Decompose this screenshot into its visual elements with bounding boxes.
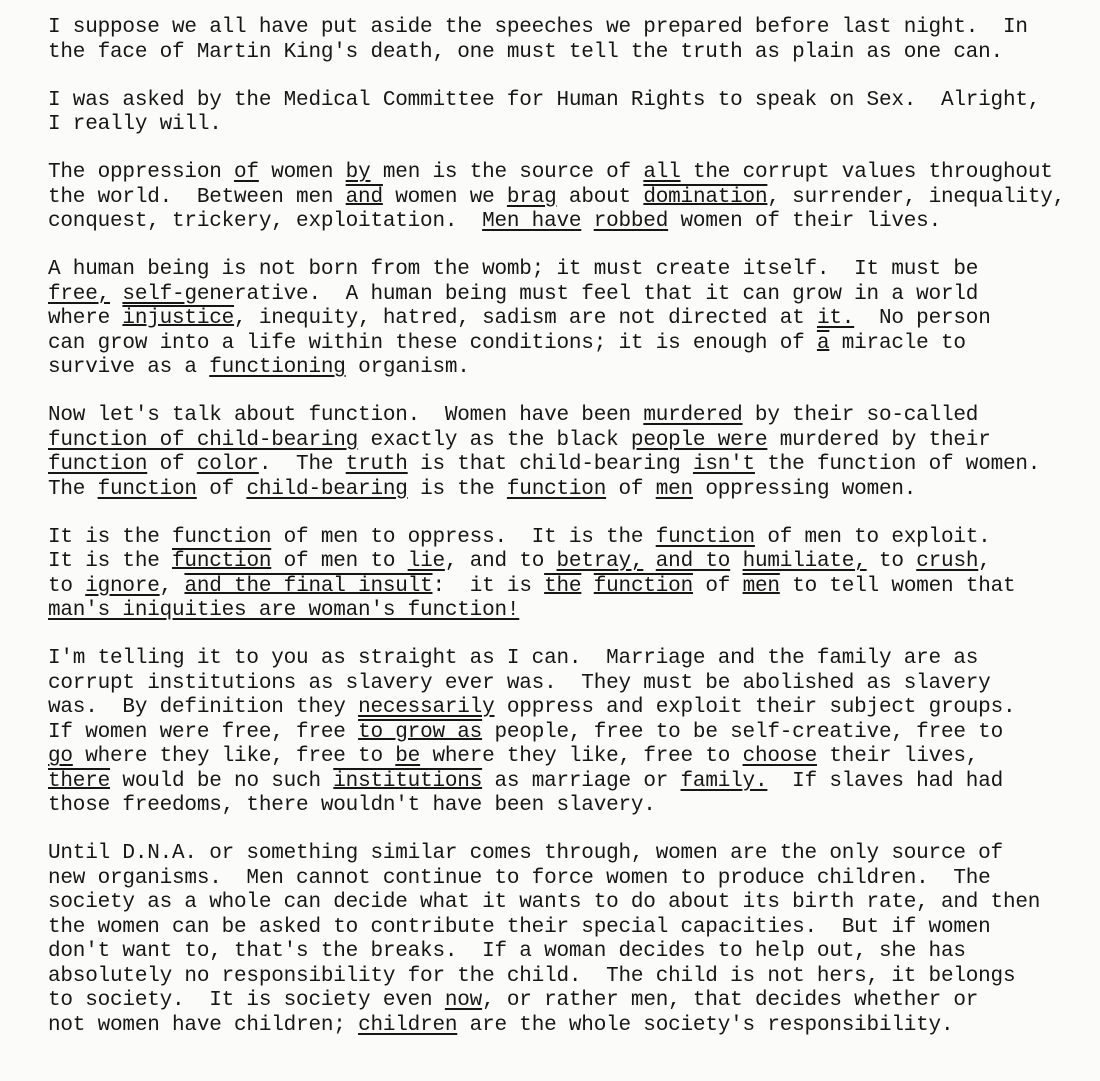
text-segment: can grow into a life within these conditions; it is enough of <box>48 331 817 355</box>
text-segment: society as a whole can decide what it wants to do about its birth rate, and then <box>48 891 1041 914</box>
text-segment: where <box>48 307 123 330</box>
text-segment: It is the <box>48 550 173 573</box>
text-segment: to society. It is society even <box>48 989 445 1012</box>
underlined-phrase: choose <box>742 745 817 768</box>
text-segment: of men to <box>271 550 408 573</box>
marked-phrase: men <box>742 574 780 598</box>
underlined-phrase: it. <box>816 307 855 330</box>
text-line <box>48 41 1088 66</box>
text-segment: corrupt institutions as slavery ever was. They must be abolished as slavery <box>48 671 991 695</box>
underlined-phrase: function <box>97 477 197 501</box>
text-segment: conquest, trickery, exploitation. <box>48 210 483 233</box>
marked-phrase: function <box>593 574 693 598</box>
text-line <box>48 647 1088 672</box>
text-segment: survive as a <box>48 356 210 379</box>
underlined-phrase: free, <box>48 282 111 306</box>
marked-phrase: and the final insult <box>184 574 433 598</box>
text-segment: as marriage or <box>482 769 681 793</box>
text-line <box>48 356 1088 381</box>
text-segment: I suppose we all have put aside the speeches we prepared before last night. In <box>48 16 1028 39</box>
text-segment: , <box>978 550 991 573</box>
text-line <box>48 478 1088 503</box>
underlined-phrase: of <box>234 161 259 184</box>
text-line <box>48 186 1088 211</box>
marked-phrase: to grow as <box>358 720 483 744</box>
text-line <box>48 867 1088 892</box>
text-segment: I'm telling it to you as straight as I can. Marriage and the family are as <box>48 647 979 670</box>
underlined-phrase: by <box>345 161 371 184</box>
underlined-phrase: crush <box>916 550 979 573</box>
text-segment: women of their lives. <box>668 210 941 233</box>
text-segment: those freedoms, there wouldn't have been slavery. <box>48 794 656 817</box>
underlined-phrase: ignore <box>85 574 160 598</box>
text-segment: , inequity, hatred, sadism are not directed at <box>234 307 817 330</box>
underlined-phrase: children <box>358 1013 458 1037</box>
marked-phrase: function <box>172 550 272 573</box>
text-segment: of <box>606 477 656 501</box>
underlined-phrase: self- <box>122 282 185 306</box>
text-segment: , surrender, inequality, <box>767 185 1066 209</box>
text-segment: about <box>556 185 644 209</box>
text-line <box>48 16 1088 41</box>
text-segment: by their so-called <box>742 404 979 427</box>
text-line <box>48 307 1088 332</box>
text-segment: not women have children; <box>48 1013 359 1037</box>
text-segment: : it is <box>432 574 545 598</box>
text-segment: , <box>159 574 185 598</box>
speech-text-body <box>48 16 1088 1062</box>
underlined-phrase: people were <box>630 428 768 452</box>
marked-phrase: institutions <box>333 769 483 793</box>
text-segment: the corrupt values throughout <box>680 161 1053 184</box>
text-segment: exactly as the black <box>358 428 631 452</box>
text-line <box>48 161 1088 186</box>
underlined-phrase: murdered <box>643 404 743 427</box>
underlined-phrase: isn't <box>692 453 755 476</box>
paragraph <box>48 842 1088 1038</box>
text-line <box>48 916 1088 941</box>
text-segment: A human being is not born from the womb; it must create itself. It must be <box>48 258 979 281</box>
text-line <box>48 842 1088 867</box>
text-segment: generative. A human being must feel that it can grow in a world <box>184 282 979 306</box>
marked-phrase: and <box>345 185 383 209</box>
text-segment <box>581 210 593 233</box>
underlined-phrase: child-bearing <box>246 477 408 501</box>
text-segment: are the whole society's responsibility. <box>457 1013 954 1037</box>
underlined-phrase: brag <box>506 185 557 209</box>
text-segment: of men to exploit. <box>754 525 991 549</box>
text-segment: of <box>692 574 743 598</box>
underlined-phrase: humiliate, <box>742 550 867 573</box>
text-line <box>48 404 1088 429</box>
text-segment: I was asked by the Medical Committee for Human Rights to speak on Sex. Alright, <box>48 88 1041 112</box>
text-segment: the women can be asked to contribute their special capacities. But if women <box>48 915 991 939</box>
paragraph <box>48 526 1088 624</box>
text-segment: Now let's talk about function. Women have been <box>48 404 644 427</box>
text-segment: the function of women. <box>754 453 1041 476</box>
text-line <box>48 1014 1088 1039</box>
marked-phrase: a <box>816 331 830 355</box>
underlined-phrase: color <box>196 453 259 476</box>
text-segment: , or rather men, that decides whether or <box>482 989 979 1012</box>
paragraph <box>48 258 1088 381</box>
text-segment: The oppression <box>48 161 235 184</box>
text-segment: of <box>196 477 247 501</box>
text-line <box>48 599 1088 624</box>
text-segment: is that child-bearing <box>407 453 693 476</box>
text-line <box>48 940 1088 965</box>
paragraph <box>48 89 1088 138</box>
text-segment: The <box>48 477 98 501</box>
underlined-phrase: be <box>395 745 421 768</box>
text-segment: where they like, free to <box>72 745 396 768</box>
text-segment: to tell women that <box>779 574 1016 598</box>
underlined-phrase: betray, <box>556 550 644 573</box>
text-segment: would be no such <box>110 769 334 793</box>
text-line <box>48 283 1088 308</box>
text-segment: women we <box>382 185 507 209</box>
text-line <box>48 332 1088 357</box>
text-segment: of <box>147 453 197 476</box>
paragraph <box>48 647 1088 819</box>
underlined-phrase: all <box>643 161 681 184</box>
text-line <box>48 989 1088 1014</box>
text-segment: people, free to be self-creative, free to <box>482 720 1003 744</box>
text-segment: don't want to, that's the breaks. If a woman decides to help out, she has <box>48 940 966 963</box>
text-segment: absolutely no responsibility for the child. The child is not hers, it belongs <box>48 964 1016 988</box>
text-line <box>48 453 1088 478</box>
text-segment: I really will. <box>48 113 222 136</box>
text-segment: Until D.N.A. or something similar comes through, women are the only source of <box>48 842 1003 865</box>
text-segment: organism. <box>345 356 470 379</box>
text-line <box>48 113 1088 138</box>
marked-phrase: injustice <box>122 307 235 330</box>
text-segment: murdered by their <box>767 428 991 452</box>
text-line <box>48 891 1088 916</box>
underlined-phrase: truth <box>345 453 408 476</box>
text-line <box>48 745 1088 770</box>
underlined-phrase: function of child-bearing <box>48 428 359 452</box>
text-segment: men is the source of <box>370 161 644 184</box>
text-line <box>48 429 1088 454</box>
text-segment <box>581 575 593 598</box>
text-segment: women <box>258 161 346 184</box>
text-segment: , and to <box>444 550 557 573</box>
text-line <box>48 89 1088 114</box>
text-segment <box>730 550 742 573</box>
underlined-phrase: necessarily <box>358 696 495 719</box>
text-segment: . The <box>258 453 346 476</box>
text-segment: It is the function of men to oppress. It is the <box>48 525 656 549</box>
text-segment <box>643 550 655 573</box>
text-line <box>48 721 1088 746</box>
text-segment: new organisms. Men cannot continue to force women to produce children. The <box>48 866 991 890</box>
text-segment: the world. Between men <box>48 185 346 209</box>
text-line <box>48 258 1088 283</box>
paragraph <box>48 16 1088 65</box>
marked-phrase: domination <box>643 185 768 209</box>
text-line <box>48 696 1088 721</box>
text-line <box>48 550 1088 575</box>
text-segment: miracle to <box>829 331 966 355</box>
text-line <box>48 794 1088 819</box>
text-line <box>48 965 1088 990</box>
text-segment: No person <box>854 307 991 330</box>
text-segment: was. By definition they <box>48 696 359 719</box>
text-line <box>48 210 1088 235</box>
text-segment: oppressing women. <box>692 477 917 501</box>
underlined-phrase: lie <box>407 550 445 573</box>
text-segment: is the <box>407 477 507 501</box>
text-segment: to <box>866 550 917 573</box>
marked-phrase: the <box>544 574 582 598</box>
underlined-phrase: function <box>48 453 148 476</box>
text-line <box>48 526 1088 551</box>
text-segment: oppress and exploit their subject groups. <box>494 696 1016 719</box>
text-segment: If women were free, free <box>48 720 359 744</box>
underlined-phrase: Men have <box>482 210 582 233</box>
text-line <box>48 575 1088 600</box>
underlined-phrase: function <box>506 477 607 501</box>
underlined-phrase: and to <box>655 550 731 573</box>
paragraph <box>48 404 1088 502</box>
text-line <box>48 672 1088 697</box>
text-line <box>48 770 1088 795</box>
text-segment <box>110 283 122 306</box>
underlined-phrase: go <box>48 745 73 768</box>
underlined-phrase: now <box>444 989 483 1012</box>
underlined-phrase: family. <box>680 769 768 793</box>
underlined-phrase: function <box>655 525 755 549</box>
marked-phrase: there <box>48 769 111 793</box>
text-segment: to <box>48 574 86 598</box>
text-segment: their lives, <box>816 745 979 768</box>
paragraph <box>48 161 1088 235</box>
underlined-phrase: man's iniquities are woman's function! <box>48 599 520 622</box>
underlined-phrase: functioning <box>209 356 346 379</box>
underlined-phrase: robbed <box>593 210 669 233</box>
text-segment: If slaves had had <box>767 769 1003 793</box>
underlined-phrase: men <box>655 477 693 501</box>
text-segment: where they like, free to <box>420 745 743 768</box>
text-segment: the face of Martin King's death, one must tell the truth as plain as one can. <box>48 40 1003 64</box>
